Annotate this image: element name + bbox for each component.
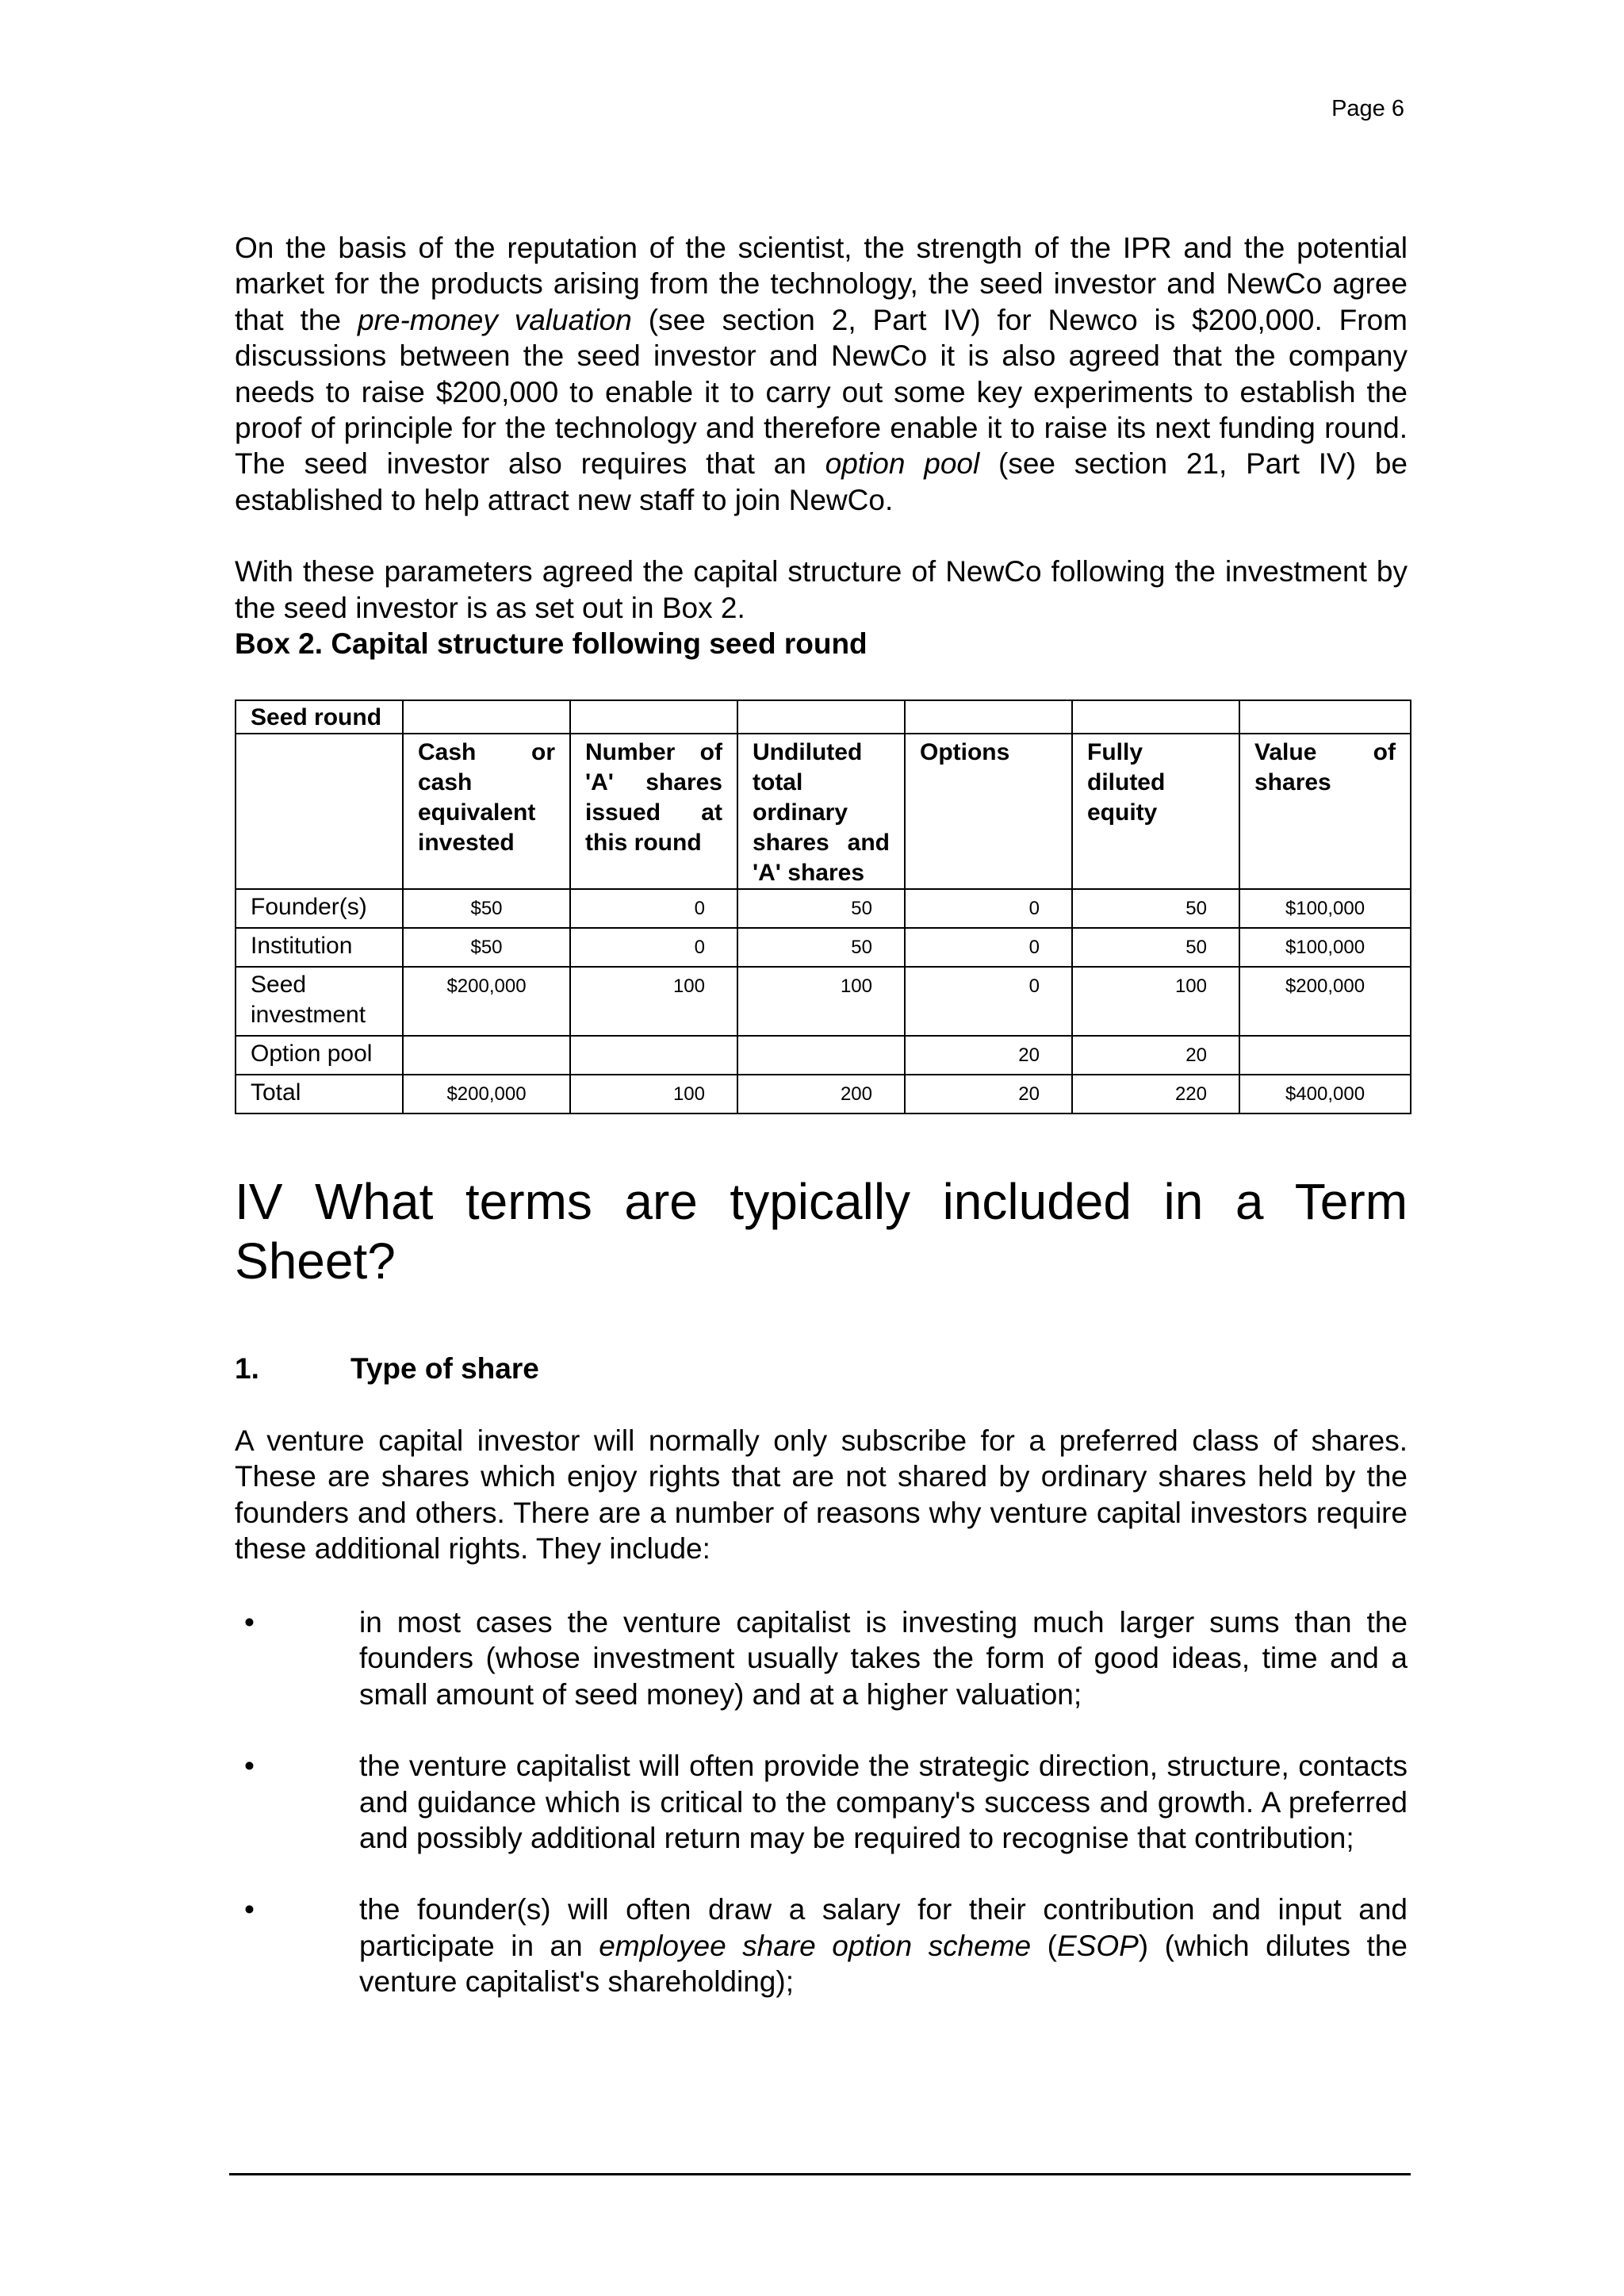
row-label: Founder(s) — [236, 889, 403, 928]
table-cell: 0 — [570, 928, 737, 967]
table-cell: 100 — [1072, 967, 1239, 1036]
empty-cell — [737, 700, 905, 734]
text-run: the founder(s) will often draw a salary for their contribution and input and participate in an — [359, 1893, 1408, 1962]
text-run: (see section 21, Part IV) be established to help attract new staff to join NewCo. — [235, 447, 1408, 516]
row-label: Institution — [236, 928, 403, 967]
table-cell: 50 — [1072, 928, 1239, 967]
table-corner-label: Seed round — [236, 700, 403, 734]
table-cell: $200,000 — [1239, 967, 1411, 1036]
table-row — [236, 967, 1411, 1036]
italic-term-option-pool: option pool — [825, 447, 980, 481]
table-cell: 0 — [905, 889, 1072, 928]
sub-heading-number: 1. — [235, 1352, 259, 1385]
text-run: On the basis of the reputation of the scientist, the strength of the IPR and the potential market for the products arising from the technology, the seed investor and NewCo agree that the — [235, 232, 1408, 336]
intro-section — [235, 230, 1408, 661]
row-label: Seed investment — [236, 967, 403, 1036]
table-cell — [570, 1036, 737, 1075]
capital-structure-table — [235, 700, 1411, 1114]
type-of-share-paragraph: A venture capital investor will normally only subscribe for a preferred class of shares. These are shares which enjoy rights that are not shared by ordinary shares held by the founders and others. There are a number of reasons why venture capital investors require these additional rights. They include: — [235, 1424, 1408, 1566]
list-item — [235, 1892, 1408, 1999]
list-item — [235, 1748, 1408, 1856]
column-header: Undiluted total ordinary shares and 'A' shares — [737, 734, 905, 889]
bullet-icon: • — [244, 1606, 255, 1639]
column-header: Cash or cash equivalent invested — [403, 734, 570, 889]
table-cell: 200 — [737, 1075, 905, 1114]
table-cell: 0 — [905, 928, 1072, 967]
table-cell: $50 — [403, 889, 570, 928]
table-cell: 0 — [905, 967, 1072, 1036]
bullet-text — [359, 1892, 1408, 1999]
row-label: Total — [236, 1075, 403, 1114]
empty-cell — [905, 700, 1072, 734]
table-cell: $50 — [403, 928, 570, 967]
table-cell — [1239, 1036, 1411, 1075]
text-run: ) (which dilutes the venture capitalist's shareholding); — [359, 1929, 1408, 1999]
page-number: Page 6 — [1331, 96, 1404, 121]
table-cell: $100,000 — [1239, 928, 1411, 967]
table-cell — [737, 1036, 905, 1075]
table-cell: 20 — [905, 1075, 1072, 1114]
table-cell: $200,000 — [403, 967, 570, 1036]
table-cell: 20 — [905, 1036, 1072, 1075]
table-cell: 0 — [570, 889, 737, 928]
list-item — [235, 1604, 1408, 1712]
intro-paragraph — [235, 230, 1408, 518]
footer-rule — [229, 2173, 1411, 2175]
empty-cell — [403, 700, 570, 734]
text-run: (see section 2, Part IV) for Newco is $200,000. From discussions between the seed investor and NewCo it is also agreed that the company needs to raise $200,000 to enable it to carry out some key experiments to establish the proof of principle for the technology and therefore enable it to raise its next funding round. The seed investor also requires that an — [235, 303, 1408, 481]
empty-cell — [570, 700, 737, 734]
table-cell: $400,000 — [1239, 1075, 1411, 1114]
table-cell: $100,000 — [1239, 889, 1411, 928]
text-run: ( — [1031, 1929, 1057, 1962]
section-heading: IV What terms are typically included in a Term Sheet? — [235, 1173, 1408, 1290]
column-header: Fully diluted equity — [1072, 734, 1239, 889]
sub-heading — [235, 1352, 539, 1386]
table-cell: 20 — [1072, 1036, 1239, 1075]
italic-term-esop-scheme: employee share option scheme — [599, 1929, 1032, 1962]
table-row — [236, 889, 1411, 928]
table-cell: $200,000 — [403, 1075, 570, 1114]
table-header-row — [236, 734, 1411, 889]
column-header: Number of 'A' shares issued at this round — [570, 734, 737, 889]
table-cell: 50 — [737, 928, 905, 967]
table-cell: 50 — [1072, 889, 1239, 928]
empty-cell — [1072, 700, 1239, 734]
table-row — [236, 928, 1411, 967]
table-row — [236, 1036, 1411, 1075]
box-title: Box 2. Capital structure following seed round — [235, 627, 868, 661]
table-cell: 220 — [1072, 1075, 1239, 1114]
bullet-text: the venture capitalist will often provide the strategic direction, structure, contacts and guidance which is critical to the company's success and growth. A preferred and possibly additional return may be required to recognise that contribution; — [359, 1750, 1408, 1855]
bullet-list — [235, 1604, 1408, 2036]
bullet-icon: • — [244, 1893, 255, 1926]
column-header: Options — [905, 734, 1072, 889]
italic-term-pre-money-valuation: pre-money valuation — [357, 303, 632, 336]
table-cell — [403, 1036, 570, 1075]
table-cell: 100 — [570, 1075, 737, 1114]
table-cell: 100 — [737, 967, 905, 1036]
sub-heading-title: Type of share — [350, 1352, 539, 1385]
table-row — [236, 1075, 1411, 1114]
row-label: Option pool — [236, 1036, 403, 1075]
table-cell: 50 — [737, 889, 905, 928]
empty-cell — [236, 734, 403, 889]
table-cell: 100 — [570, 967, 737, 1036]
empty-cell — [1239, 700, 1411, 734]
italic-term-esop: ESOP — [1056, 1929, 1139, 1962]
column-header: Value of shares — [1239, 734, 1411, 889]
bullet-text: in most cases the venture capitalist is investing much larger sums than the founders (whose investment usually takes the form of good ideas, time and a small amount of seed money) and at a higher valuation; — [359, 1606, 1408, 1711]
table-corner-row — [236, 700, 1411, 734]
bullet-icon: • — [244, 1750, 255, 1783]
parameters-paragraph: With these parameters agreed the capital structure of NewCo following the investment by the seed investor is as set out in Box 2. — [235, 555, 1408, 624]
